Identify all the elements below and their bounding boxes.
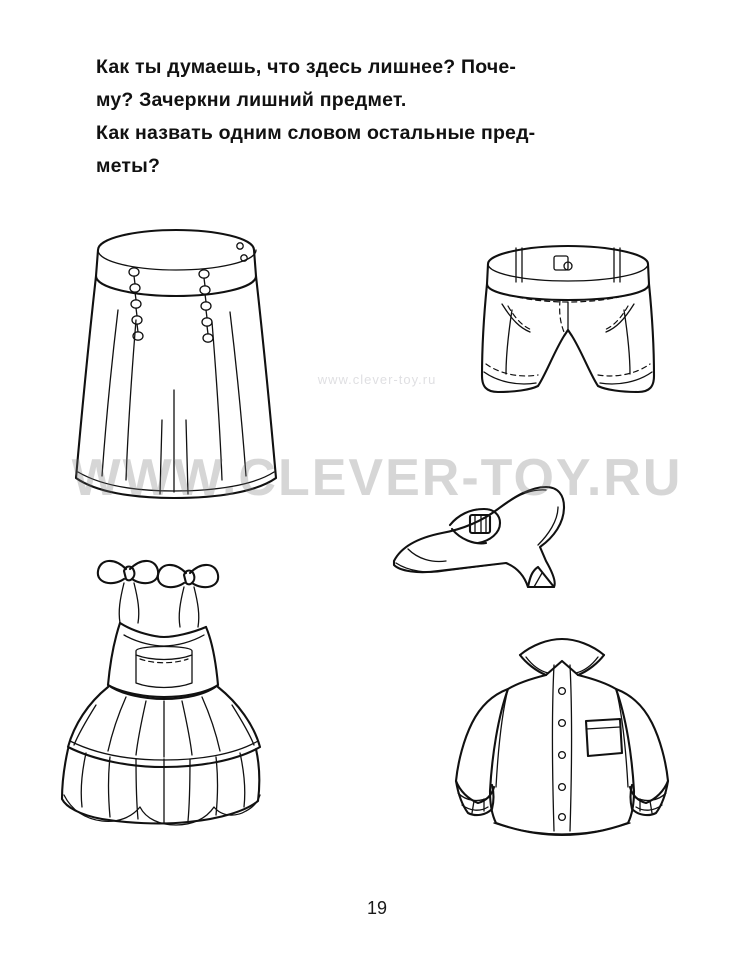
instruction-line-3: Как назвать одним словом остальные пред-	[96, 122, 536, 144]
instruction-line-1: Как ты думаешь, что здесь лишнее? Поче-	[96, 56, 517, 78]
illustration-group	[0, 200, 754, 900]
instruction-line-4: меты?	[96, 155, 161, 177]
watermark-secondary: www.clever-toy.ru	[317, 372, 437, 387]
instruction-block	[96, 54, 676, 186]
page-number: 19	[366, 898, 388, 918]
shorts-illustration[interactable]	[468, 240, 668, 425]
shirt-illustration[interactable]	[442, 625, 682, 855]
dress-illustration[interactable]	[40, 545, 290, 845]
skirt-illustration[interactable]	[62, 220, 292, 510]
shoe-illustration[interactable]	[378, 475, 588, 605]
watermark: WWW.CLEVER-TOY.RU	[71, 449, 683, 507]
instruction-line-2: му? Зачеркни лишний предмет.	[96, 89, 407, 111]
